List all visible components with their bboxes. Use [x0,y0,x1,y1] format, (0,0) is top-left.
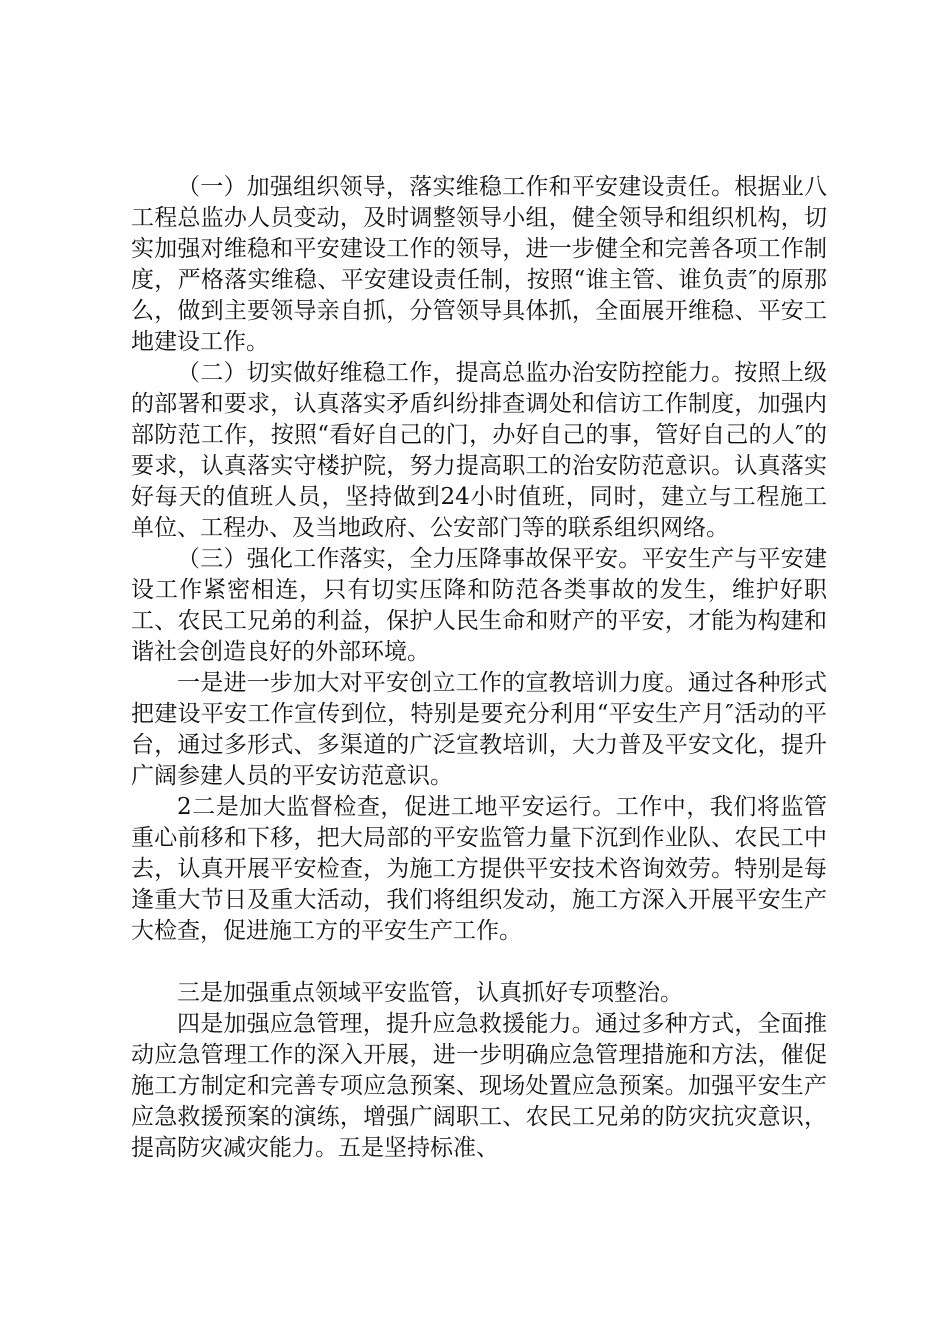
paragraph-organization-leadership: （一）加强组织领导，落实维稳工作和平安建设责任。根据业八工程总监办人员变动，及时调整领导小组，健全领导和组织机构，切实加强对维稳和平安建设工作的领导，进一步健全和完善各项工作制度，严格落实维稳、平安建设责任制，按照“谁主管、谁负责″的原那么，做到主要领导亲自抓，分管领导具体抓，全面展开维稳、平安工地建设工作。 [131,174,827,355]
paragraph-emergency-management: 四是加强应急管理，提升应急救援能力。通过多种方式，全面推动应急管理工作的深入开展，进一步明确应急管理措施和方法，催促施工方制定和完善专项应急预案、现场处置应急预案。加强平安生产应急救援预案的演练，增强广阔职工、农民工兄弟的防灾抗灾意识，提高防灾减灾能力。五是坚持标准、 [131,1011,827,1161]
paragraph-supervision-inspection: 2二是加大监督检查，促进工地平安运行。工作中，我们将监管重心前移和下移，把大局部的平安监管力量下沉到作业队、农民工中去，认真开展平安检查，为施工方提供平安技术咨询效劳。特别是每逢重大节日及重大活动，我们将组织发动，施工方深入开展平安生产大检查，促进施工方的平安生产工作。 [131,794,827,944]
paragraph-work-implementation: （三）强化工作落实，全力压降事故保平安。平安生产与平安建设工作紧密相连，只有切实压降和防范各类事故的发生，维护好职工、农民工兄弟的利益，保护人民生命和财产的平安，才能为构建和谐社会创造良好的外部环境。 [131,546,827,665]
paragraph-safety-training: 一是进一步加大对平安创立工作的宣教培训力度。通过各种形式把建设平安工作宣传到位，特别是要充分利用“平安生产月″活动的平台，通过多形式、多渠道的广泛宣教培训，大力普及平安文化，提升广阔参建人员的平安访范意识。 [131,670,827,789]
paragraph-key-areas: 三是加强重点领域平安监管，认真抓好专项整治。 [177,980,683,1006]
paragraph-stability-work: （二）切实做好维稳工作，提高总监办治安防控能力。按照上级的部署和要求，认真落实矛盾纠纷排查调处和信访工作制度，加强内部防范工作，按照“看好自己的门，办好自己的事，管好自己的人″的要求，认真落实守楼护院，努力提高职工的治安防范意识。认真落实好每天的值班人员，坚持做到24小时值班，同时，建立与工程施工单位、工程办、及当地政府、公安部门等的联系组织网络。 [131,360,827,541]
document-body [131,172,827,1164]
